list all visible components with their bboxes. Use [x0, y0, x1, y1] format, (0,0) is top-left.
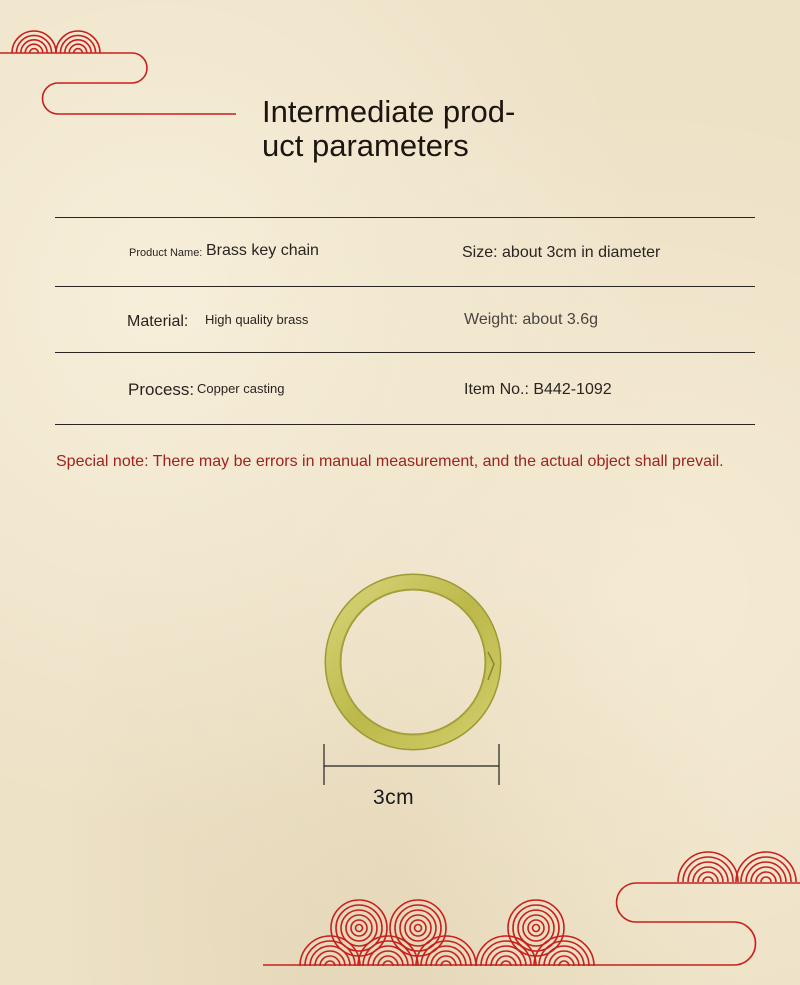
top-left-cloud-ornament — [0, 31, 236, 114]
material-label: Material: — [127, 313, 189, 330]
product-name-value: Brass key chain — [206, 242, 319, 259]
weight-value: about 3.6g — [522, 311, 599, 328]
table-divider — [55, 286, 755, 287]
material-value: High quality brass — [205, 312, 309, 327]
item-number-label: Item No.: — [464, 381, 529, 398]
bottom-wave-ornament — [300, 900, 594, 966]
weight-field — [464, 311, 598, 329]
special-note: Special note: There may be errors in manual measurement, and the actual object shall prevail. — [56, 453, 724, 470]
title-line-2: uct parameters — [262, 128, 469, 163]
dimension-label: 3cm — [373, 786, 415, 809]
product-name-label: Product Name: — [129, 247, 203, 259]
bottom-right-cloud-ornament — [263, 852, 800, 965]
title-line-1: Intermediate prod- — [262, 94, 516, 129]
item-number-value: B442-1092 — [533, 381, 612, 398]
table-divider — [55, 352, 755, 353]
item-number-field — [464, 381, 612, 399]
size-value: about 3cm in diameter — [502, 244, 661, 261]
weight-label: Weight: — [464, 311, 518, 328]
size-label — [462, 244, 660, 262]
process-label: Process: — [128, 380, 195, 399]
dimension-indicator — [318, 740, 508, 790]
table-divider — [55, 424, 755, 425]
page-title — [262, 95, 562, 163]
size-label-text: Size: — [462, 244, 498, 261]
process-value: Copper casting — [197, 381, 285, 396]
table-divider — [55, 217, 755, 218]
